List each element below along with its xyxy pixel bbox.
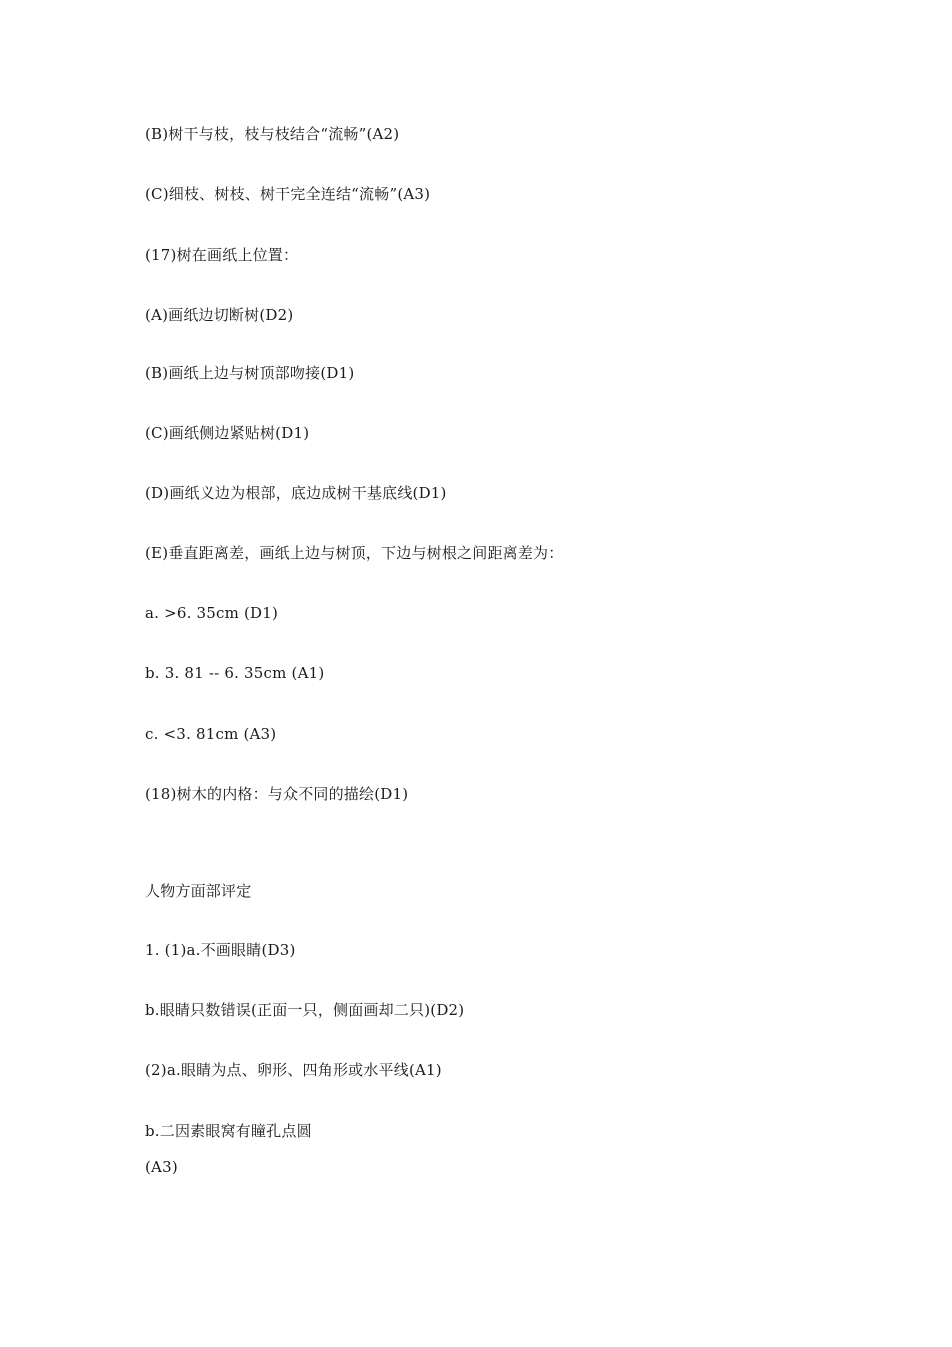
text-line: (17)树在画纸上位置： (145, 246, 299, 264)
text-line: 1. (1)a.不画眼睛(D3) (145, 941, 296, 959)
text-line: b. 3. 81 -- 6. 35cm (A1) (145, 664, 325, 682)
section-heading: 人物方面部评定 (145, 882, 252, 900)
text-line: b.二因素眼窝有瞳孔点圆 (145, 1122, 312, 1140)
text-line: (D)画纸义边为根部，底边成树干基底线(D1) (145, 484, 447, 502)
text-line: (C)画纸侧边紧贴树(D1) (145, 424, 310, 442)
text-line: (A3) (145, 1158, 178, 1176)
text-line: (E)垂直距离差，画纸上边与树顶，下边与树根之间距离差为： (145, 544, 564, 562)
text-line: (18)树木的内格：与众不同的描绘(D1) (145, 785, 409, 803)
text-line: (2)a.眼睛为点、卵形、四角形或水平线(A1) (145, 1061, 442, 1079)
text-line: (A)画纸边切断树(D2) (145, 306, 294, 324)
text-line: b.眼睛只数错误(正面一只，侧面画却二只)(D2) (145, 1001, 465, 1019)
text-line: (B)画纸上边与树顶部吻接(D1) (145, 364, 355, 382)
text-line: (C)细枝、树枝、树干完全连结“流畅”(A3) (145, 185, 431, 203)
text-line: (B)树干与枝，枝与枝结合“流畅”(A2) (145, 125, 400, 143)
text-line: c. <3. 81cm (A3) (145, 725, 277, 743)
text-line: a. >6. 35cm (D1) (145, 604, 279, 622)
